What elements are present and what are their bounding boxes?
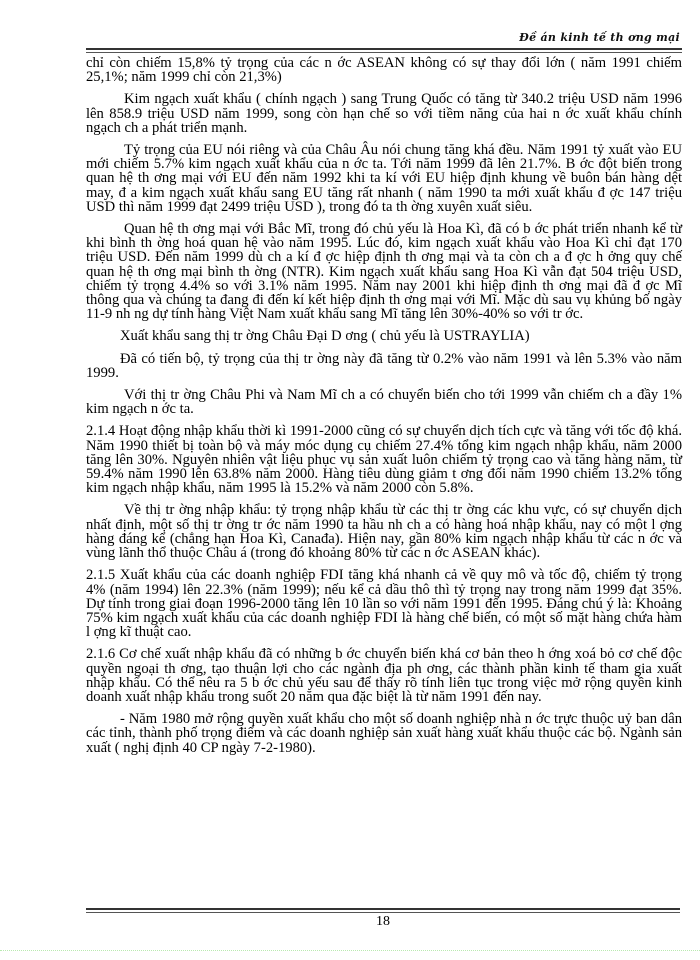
paragraph-import-markets: Về thị tr ờng nhập khẩu: tỷ trọng nhập khẩu từ các thị tr ờng các khu vực, có sự chuyển dịch nhất định, một số thị tr ờng tr ớc năm 1990 ta hầu nh ch a có hàng hoá nhập khẩu, nay có một l ợng hàng đáng kể (chẳng hạn Hoa Kì, Canađa). Hiện nay, gần 80% kim ngạch nhập khẩu từ các n ớc và vùng lãnh thổ thuộc Châu á (trong đó khoảng 80% từ các n ớc ASEAN khác). (86, 502, 682, 562)
section-2-1-6-trade-mechanism: 2.1.6 Cơ chế xuất nhập khẩu đã có những b ớc chuyển biến khá cơ bản theo h ớng xoá bỏ cơ chế độc quyền ngoại th ơng, tạo thuận lợi cho các ngành địa ph ơng, các thành phần kinh tế tham gia xuất nhập khẩu. Có thể nêu ra 5 b ớc chủ yếu sau để thấy rõ tính liên tục trong việc mở rộng quyền kinh doanh xuất nhập khẩu trong suốt 20 năm qua đặc biệt là từ năm 1991 đến nay. (86, 646, 682, 705)
paragraph-china-exports: Kim ngạch xuất khẩu ( chính ngạch ) sang Trung Quốc có tăng từ 340.2 triệu USD năm 1996 lên 858.9 triệu USD năm 1999, song còn hạn chế so với tiềm năng của hai n ớc xuất khẩu chính ngạch ch a phát triển mạnh. (86, 91, 682, 136)
page-boundary-guide (0, 950, 700, 951)
page-number: 18 (376, 914, 390, 929)
running-header-title: Đề án kinh tế th ơng mại (519, 31, 680, 44)
paragraph-eu-exports: Tỷ trọng của EU nói riêng và của Châu Âu nói chung tăng khá đều. Năm 1991 tỷ xuất vào EU mới chiếm 5.7% kim ngạch xuất khẩu của n ớc ta. Tới năm 1999 đã lên 21.7%. B ớc đột biến trong quan hệ th ơng mại với EU đến năm 1992 khi ta kí với EU hiệp định khung về buôn bán hàng dệt may, đ a kim ngạch xuất khẩu sang EU tăng rất nhanh ( năm 1990 ta mới xuất khẩu đ ợc 147 triệu USD thì năm 1999 đạt 2499 triệu USD ), trong đó ta th ờng xuyên xuất siêu. (86, 142, 682, 215)
paragraph-asean-share: chỉ còn chiếm 15,8% tỷ trọng của các n ớc ASEAN không có sự thay đổi lớn ( năm 1991 chiếm 25,1%; năm 1999 chỉ còn 21,3%) (86, 55, 682, 86)
paragraph-africa-south-america: Với thị tr ờng Châu Phi và Nam Mĩ ch a có chuyển biến cho tới 1999 vẫn chiếm ch a đầy 1% kim ngạch n ớc ta. (86, 387, 682, 418)
body-text (86, 56, 682, 763)
section-2-1-4-imports: 2.1.4 Hoạt động nhập khẩu thời kì 1991-2000 cũng có sự chuyển dịch tích cực và tăng với tốc độ khá. Năm 1990 thiết bị toàn bộ và máy móc dụng cụ chiếm 27.4% tổng kim ngạch nhập khẩu, năm 2000 tăng lên 30%. Nguyên nhiên vật liệu phục vụ sản xuất luôn chiếm tỷ trọng cao và tăng hàng năm, từ 59.4% năm 1990 lên 63.8% năm 2000. Hàng tiêu dùng giảm t ơng đối năm 1990 chiếm 13.2% tổng kim ngạch nhập khẩu, năm 1995 là 15.2% và năm 2000 còn 5.8%. (86, 423, 682, 497)
paragraph-1980-export-rights: - Năm 1980 mở rộng quyền xuất khẩu cho một số doanh nghiệp nhà n ớc trực thuộc uỷ ban dân các tỉnh, thành phố trọng điểm và các doanh nghiệp sản xuất hàng xuất khẩu thuộc các bộ. Ngành sản xuất ( nghị định 40 CP ngày 7-2-1980). (86, 711, 682, 756)
paragraph-oceania-progress: Đã có tiến bộ, tỷ trọng của thị tr ờng này đã tăng từ 0.2% vào năm 1991 và lên 5.3% vào năm 1999. (86, 350, 682, 381)
paragraph-oceania-heading: Xuất khẩu sang thị tr ờng Châu Đại D ơng ( chủ yếu là USTRAYLIA) (120, 328, 530, 345)
footer-divider (86, 908, 680, 913)
section-2-1-5-fdi-exports: 2.1.5 Xuất khẩu của các doanh nghiệp FDI tăng khá nhanh cả về quy mô và tốc độ, chiếm tỷ trọng 4% (năm 1994) lên 22.3% (năm 1999); nếu kể cả dầu thô thì tỷ trọng nay trong năm 1999 đạt 35%. Dự tính trong giai đoạn 1996-2000 tăng lên 10 lần so với năm 1991 đến 1995. Đáng chú ý là: Khoảng 75% kim ngạch xuất khẩu của các doanh nghiệp FDI là hàng chế biến, có một số mặt hàng chứa hàm l ợng kĩ thuật cao. (86, 567, 682, 641)
paragraph-north-america-exports: Quan hệ th ơng mại với Bắc Mĩ, trong đó chủ yếu là Hoa Kì, đã có b ớc phát triển nhanh kể từ khi bình th ờng hoá quan hệ vào năm 1995. Lúc đó, kim ngạch xuất khẩu vào Hoa Kì chỉ đạt 170 triệu USD. Đến năm 1999 dù ch a kí đ ợc hiệp định th ơng mại và ta còn ch a đ ợc h ởng quy chế quan hệ th ơng mại bình th ờng (NTR). Kim ngạch xuất khẩu sang Hoa Kì vẫn đạt 504 triệu USD, chiếm tỷ trọng 4.4% so với 3.1% năm 1995. Năm nay 2001 khi hiệp định th ơng mại đã đ ợc Mĩ thông qua và chúng ta đang đi đến kí kết hiệp định th ơng mại với Mĩ. Mặc dù sau vụ khủng bố ngày 11-9 nh ng dự tính hàng Việt Nam xuất khẩu sang Mĩ tăng lên 30%-40% so với tr ớc. (86, 221, 682, 323)
header-divider (86, 48, 682, 53)
